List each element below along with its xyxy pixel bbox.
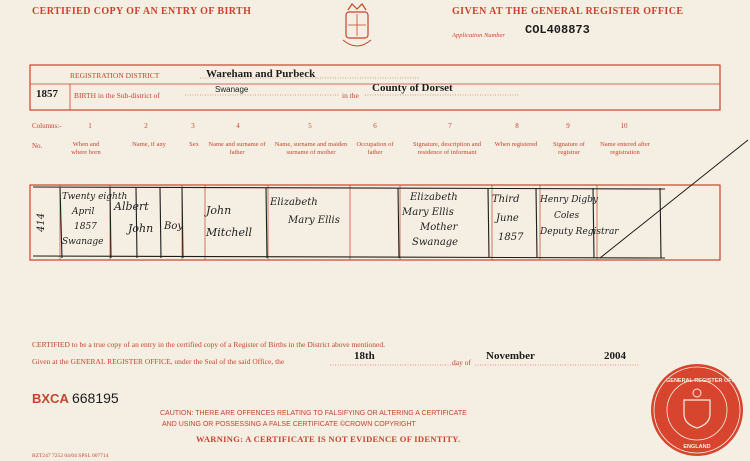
certification-year: 2004	[604, 350, 626, 362]
column-heading: When registered	[494, 141, 538, 148]
column-heading: Name entered after registration	[600, 141, 650, 156]
identity-warning: WARNING: A CERTIFICATE IS NOT EVIDENCE OF IDENTITY.	[196, 434, 461, 444]
column-heading: Signature of registrar	[553, 141, 585, 156]
day-of-label: day of	[452, 358, 471, 367]
in-the-label: in the	[342, 91, 359, 100]
application-number-label: Application Number	[452, 32, 505, 39]
county-value: County of Dorset	[372, 82, 453, 94]
sub-district-label: BIRTH in the Sub-district of	[74, 91, 160, 100]
column-number: 3	[191, 122, 195, 130]
seal-text: GENERAL REGISTER OFFICE	[666, 378, 745, 384]
column-number: 2	[144, 122, 148, 130]
columns-label: Columns:-	[32, 122, 62, 130]
column-number: 5	[308, 122, 312, 130]
issuing-office: GIVEN AT THE GENERAL REGISTER OFFICE	[452, 6, 684, 17]
registration-district-value: Wareham and Purbeck	[206, 68, 316, 80]
entry-sex: Boy	[164, 221, 184, 232]
caution-line-1: CAUTION: THERE ARE OFFENCES RELATING TO FALSIFYING OR ALTERING A CERTIFICATE	[160, 410, 467, 417]
entry-when-where: Twenty eighth April 1857 Swanage	[62, 192, 128, 247]
column-number: 9	[566, 122, 570, 130]
entry-number: 414	[36, 212, 47, 232]
column-heading: Signature, description and residence of informant	[412, 141, 482, 156]
column-number: 6	[373, 122, 377, 130]
entry-mother: Elizabeth Mary Ellis	[270, 197, 340, 226]
certified-statement: CERTIFIED to be a true copy of an entry in the certified copy of a Register of Births in the District above mentioned.	[32, 340, 386, 349]
certification-month: November	[486, 350, 535, 362]
column-number: 7	[448, 122, 452, 130]
entry-registrar: Henry Digby Coles Deputy Registrar	[540, 195, 619, 237]
seal-bottom-text: ENGLAND	[683, 444, 711, 450]
entry-father: John Mitchell	[206, 204, 252, 239]
royal-crest-icon	[343, 4, 371, 46]
entry-informant: Elizabeth Mary Ellis Mother Swanage	[402, 192, 459, 248]
registration-district-label: REGISTRATION DISTRICT	[70, 71, 160, 80]
caution-line-2: AND USING OR POSSESSING A FALSE CERTIFICATE ©CROWN COPYRIGHT	[162, 421, 416, 428]
registration-year: 1857	[36, 88, 58, 100]
form-code: BZT247 7252 04/04 SPSL 007714	[32, 453, 109, 459]
column-heading: When and where born	[71, 141, 101, 156]
entry-registered: Third June 1857	[492, 194, 524, 243]
entry-name: Albert John	[114, 200, 154, 235]
column-number: 8	[515, 122, 519, 130]
certificate-title: CERTIFIED COPY OF AN ENTRY OF BIRTH	[32, 6, 252, 17]
column-heading: Name, if any	[132, 141, 166, 148]
column-heading: Sex	[189, 141, 199, 148]
certification-day: 18th	[354, 350, 375, 362]
column-number: 10	[620, 122, 628, 130]
sub-district-value: Swanage	[215, 85, 249, 94]
column-heading: Name, surname and maiden surname of mother	[274, 141, 348, 156]
column-number: 4	[236, 122, 240, 130]
serial-number: BXCA 668195	[32, 390, 119, 406]
given-statement: Given at the GENERAL REGISTER OFFICE, under the Seal of the said Office, the	[32, 357, 285, 366]
column-number: 1	[88, 122, 92, 130]
application-number: COL408873	[525, 23, 590, 37]
column-heading: Name and surname of father	[208, 141, 266, 156]
column-heading: Occupation of father	[356, 141, 394, 156]
no-label: No.	[32, 142, 43, 150]
